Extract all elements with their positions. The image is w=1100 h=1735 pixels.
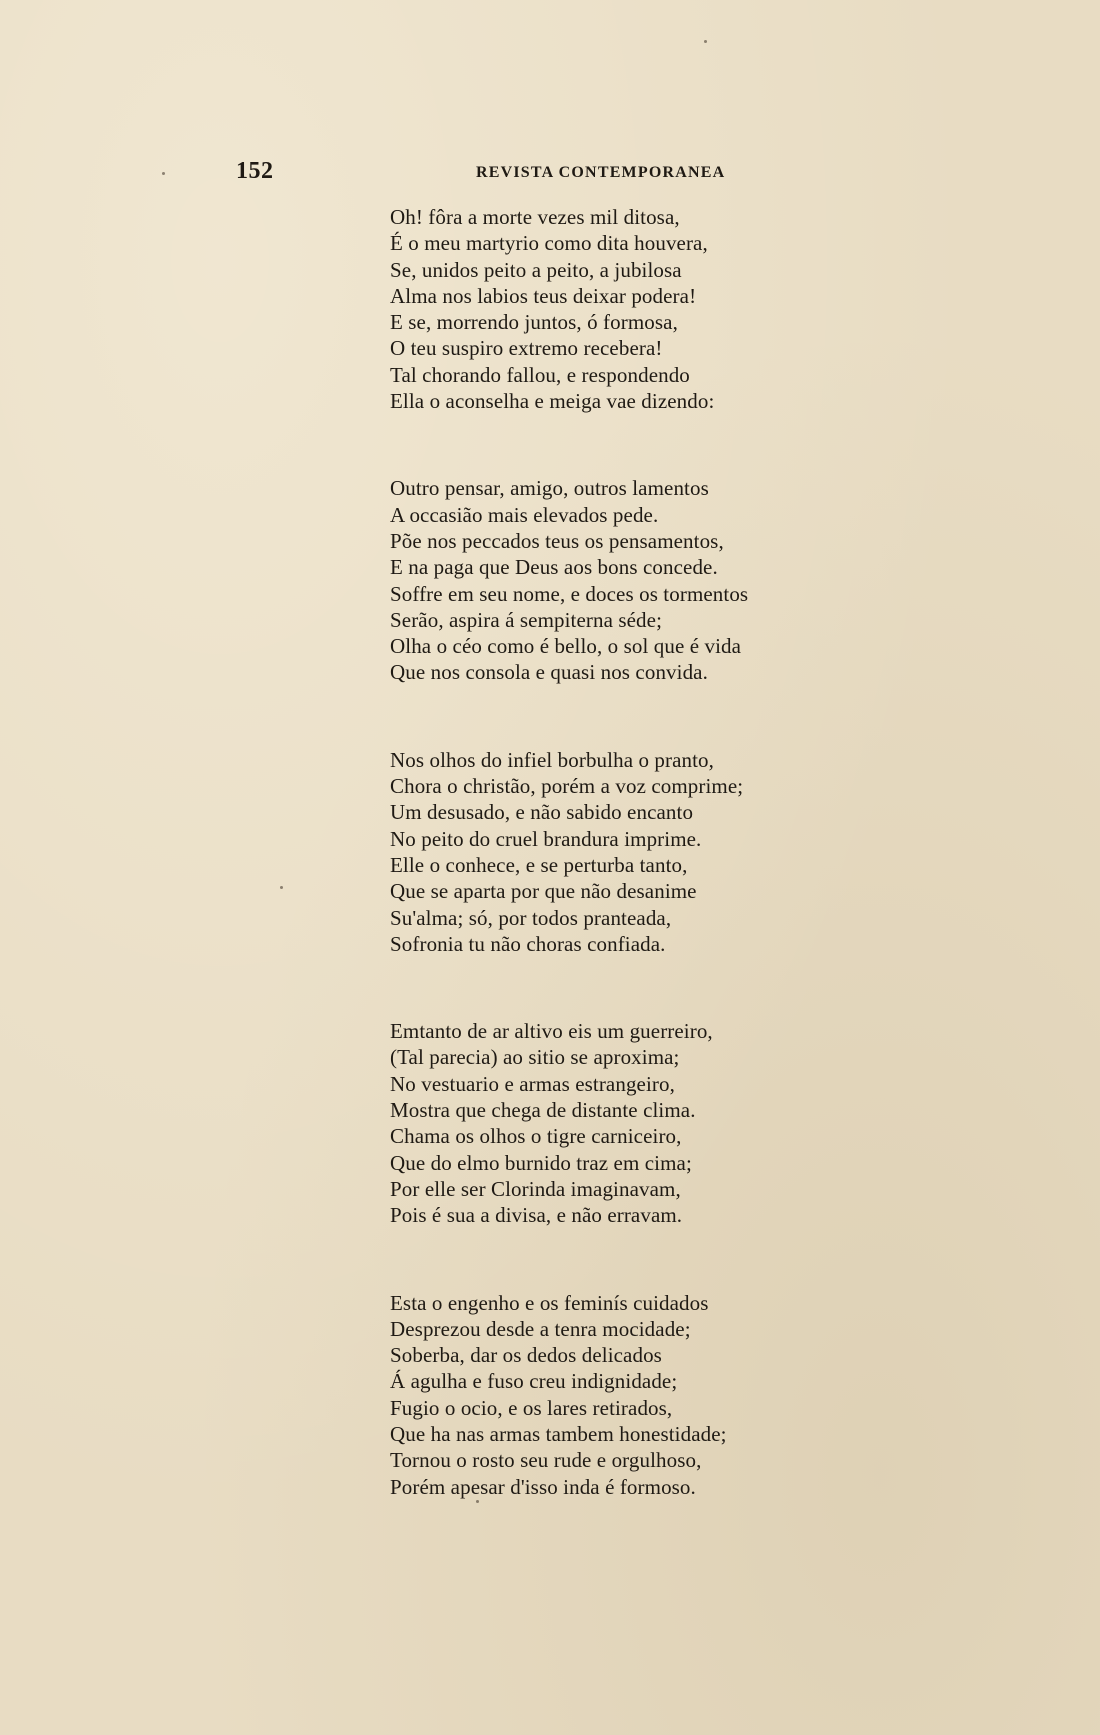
stanza xyxy=(390,747,950,957)
verse-line: Por elle ser Clorinda imaginavam, xyxy=(390,1176,681,1201)
verse-line: No peito do cruel brandura imprime. xyxy=(390,826,702,851)
verse-line: Emtanto de ar altivo eis um guerreiro, xyxy=(390,1019,713,1044)
verse-line: Que do elmo burnido traz em cima; xyxy=(390,1150,692,1175)
verse-line: Olha o céo como é bello, o sol que é vida xyxy=(390,634,742,659)
verse-line: No vestuario e armas estrangeiro, xyxy=(390,1071,675,1096)
verse-line: Sofronia tu não choras confiada. xyxy=(390,931,666,956)
ink-speck xyxy=(280,886,283,889)
verse-line: Que se aparta por que não desanime xyxy=(390,879,697,904)
verse-line: E na paga que Deus aos bons concede. xyxy=(390,555,718,580)
verse-line: (Tal parecia) ao sitio se aproxima; xyxy=(390,1045,680,1070)
page-number: 152 xyxy=(236,158,274,184)
ink-speck xyxy=(704,40,707,43)
verse-line: Alma nos labios teus deixar podera! xyxy=(390,283,697,308)
stanza xyxy=(390,204,950,414)
verse-line: A occasião mais elevados pede. xyxy=(390,502,659,527)
verse-line: Que ha nas armas tambem honestidade; xyxy=(390,1421,727,1446)
verse-line: Desprezou desde a tenra mocidade; xyxy=(390,1316,691,1341)
stanza xyxy=(390,1290,950,1500)
verse-line: Tal chorando fallou, e respondendo xyxy=(390,362,690,387)
verse-line: Pois é sua a divisa, e não erravam. xyxy=(390,1203,683,1228)
ink-speck xyxy=(476,1500,479,1503)
verse-line: Á agulha e fuso creu indignidade; xyxy=(390,1369,678,1394)
verse-line: Chama os olhos o tigre carniceiro, xyxy=(390,1124,682,1149)
poem xyxy=(390,204,950,1561)
verse-line: É o meu martyrio como dita houvera, xyxy=(390,231,708,256)
verse-line: Elle o conhece, e se perturba tanto, xyxy=(390,852,688,877)
ink-speck xyxy=(162,172,165,175)
verse-line: Esta o engenho e os feminís cuidados xyxy=(390,1290,709,1315)
verse-line: Soberba, dar os dedos delicados xyxy=(390,1343,662,1368)
verse-line: Outro pensar, amigo, outros lamentos xyxy=(390,476,709,501)
verse-line: Se, unidos peito a peito, a jubilosa xyxy=(390,257,682,282)
verse-line: Põe nos peccados teus os pensamentos, xyxy=(390,528,724,553)
stanza xyxy=(390,1018,950,1228)
verse-line: O teu suspiro extremo recebera! xyxy=(390,336,663,361)
verse-line: Nos olhos do infiel borbulha o pranto, xyxy=(390,747,715,772)
verse-line: Ella o aconselha e meiga vae dizendo: xyxy=(390,389,715,414)
verse-line: Fugio o ocio, e os lares retirados, xyxy=(390,1395,673,1420)
verse-line: Mostra que chega de distante clima. xyxy=(390,1098,696,1123)
verse-line: Chora o christão, porém a voz comprime; xyxy=(390,774,744,799)
verse-line: Um desusado, e não sabido encanto xyxy=(390,800,694,825)
page-header xyxy=(236,158,736,186)
verse-line: E se, morrendo juntos, ó formosa, xyxy=(390,310,678,335)
verse-line: Porém apesar d'isso inda é formoso. xyxy=(390,1474,696,1499)
verse-line: Su'alma; só, por todos pranteada, xyxy=(390,905,672,930)
verse-line: Soffre em seu nome, e doces os tormentos xyxy=(390,581,749,606)
running-title: REVISTA CONTEMPORANEA xyxy=(476,164,726,181)
stanza xyxy=(390,475,950,685)
verse-line: Oh! fôra a morte vezes mil ditosa, xyxy=(390,205,680,229)
verse-line: Que nos consola e quasi nos convida. xyxy=(390,660,708,685)
verse-line: Serão, aspira á sempiterna séde; xyxy=(390,607,663,632)
verse-line: Tornou o rosto seu rude e orgulhoso, xyxy=(390,1448,702,1473)
